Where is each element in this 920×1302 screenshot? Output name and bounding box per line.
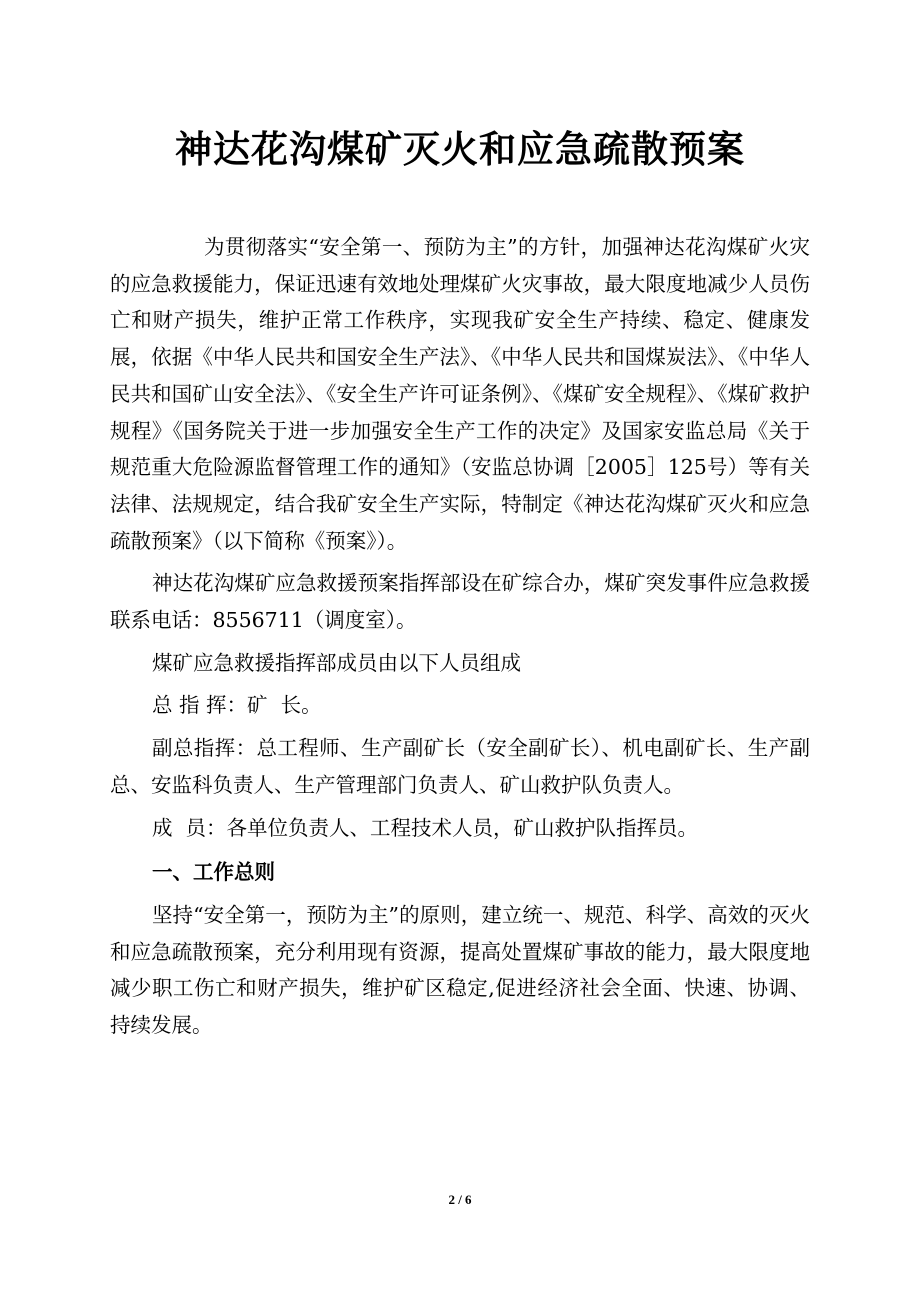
paragraph-members: 成 员：各单位负责人、工程技术人员，矿山救护队指挥员。 (152, 815, 699, 840)
paragraph-deputy-commanders: 副总指挥：总工程师、生产副矿长（安全副矿长）、机电副矿长、生产副总、安监科负责人、生产管理部门负责人、矿山救护队负责人。 (110, 736, 810, 797)
section-heading: 一、工作总则 (152, 860, 275, 885)
paragraph-command-center: 神达花沟煤矿应急救援预案指挥部设在矿综合办，煤矿突发事件应急救援联系电话：8556711（调度室）。 (110, 571, 810, 633)
paragraph-members-intro: 煤矿应急救援指挥部成员由以下人员组成 (152, 650, 521, 675)
paragraph-principles: 坚持“安全第一，预防为主”的原则，建立统一、规范、科学、高效的灭火和应急疏散预案，充分利用现有资源，提高处置煤矿事故的能力，最大限度地减少职工伤亡和财产损失，维护矿区稳定,促进经济社会全面、快速、协调、持续发展。 (110, 902, 810, 1038)
document-body (110, 229, 810, 1050)
paragraph-purpose: 为贯彻落实“安全第一、预防为主”的方针，加强神达花沟煤矿火灾的应急救援能力，保证迅速有效地处理煤矿火灾事故，最大限度地减少人员伤亡和财产损失，维护正常工作秩序，实现我矿安全生产持续、稳定、健康发展，依据《中华人民共和国安全生产法》、《中华人民共和国煤炭法》、《中华人民共和国矿山安全法》、《安全生产许可证条例》、《煤矿安全规程》、《煤矿救护规程》《国务院关于进一步加强安全生产工作的决定》及国家安监总局《关于规范重大危险源监督管理工作的通知》（安监总协调［2005］125号）等有关法律、法规规定，结合我矿安全生产实际，特制定《神达花沟煤矿灭火和应急疏散预案》（以下简称《预案》）。 (110, 235, 810, 553)
page-number: 2 / 6 (448, 1192, 472, 1207)
paragraph-chief-commander: 总 指 挥：矿 长。 (152, 693, 322, 718)
document-title: 神达花沟煤矿灭火和应急疏散预案 (175, 128, 745, 171)
